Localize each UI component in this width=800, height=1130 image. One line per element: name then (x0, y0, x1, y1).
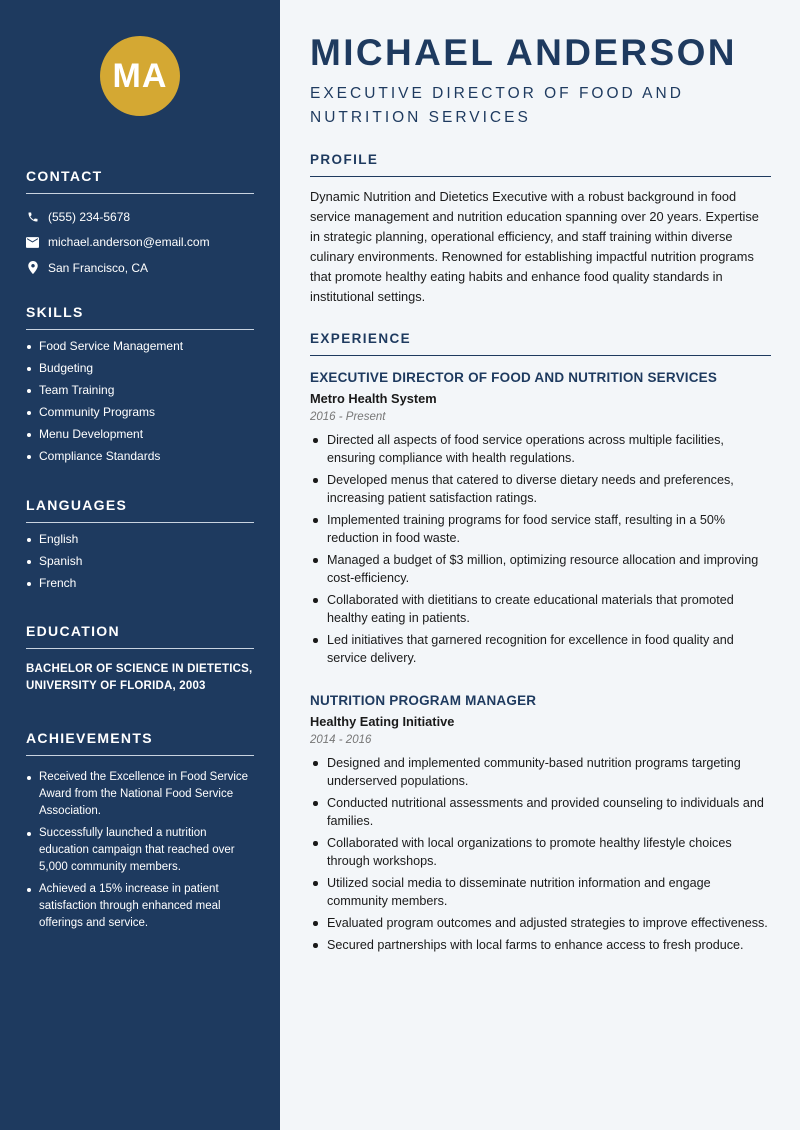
contact-heading: CONTACT (26, 168, 254, 194)
profile-section (310, 152, 771, 307)
list-item: English (26, 532, 254, 547)
contact-location (26, 255, 254, 281)
languages-heading: LANGUAGES (26, 497, 254, 523)
location-text: San Francisco, CA (48, 260, 149, 275)
skills-section (26, 304, 254, 472)
sidebar (0, 0, 280, 1130)
job-entry (310, 693, 771, 958)
job-title: EXECUTIVE DIRECTOR OF FOOD AND NUTRITION SERVICES (310, 370, 718, 385)
list-item: Directed all aspects of food service operations across multiple facilities, ensuring compliance with health regulations. (310, 431, 771, 467)
languages-list (26, 532, 254, 591)
languages-section (26, 497, 254, 598)
profile-heading: PROFILE (310, 152, 771, 177)
list-item: Implemented training programs for food service staff, resulting in a 50% reduction in food waste. (310, 511, 771, 547)
experience-section (310, 331, 771, 356)
list-item: Successfully launched a nutrition education campaign that reached over 5,000 community members. (26, 825, 254, 876)
location-icon (26, 261, 39, 274)
list-item: Community Programs (26, 405, 254, 420)
list-item: Utilized social media to disseminate nutrition information and engage community members. (310, 874, 771, 910)
list-item: Managed a budget of $3 million, optimizing resource allocation and improving cost-efficiency. (310, 551, 771, 587)
list-item: Compliance Standards (26, 449, 254, 464)
list-item: Evaluated program outcomes and adjusted strategies to improve effectiveness. (310, 914, 771, 932)
achievements-section (26, 730, 254, 937)
skills-list (26, 339, 254, 464)
list-item: Budgeting (26, 361, 254, 376)
list-item: Collaborated with local organizations to promote healthy lifestyle choices through workshops. (310, 834, 771, 870)
education-text: BACHELOR OF SCIENCE IN DIETETICS, UNIVERSITY OF FLORIDA, 2003 (26, 663, 253, 692)
phone-icon (26, 210, 39, 223)
avatar: MA (100, 36, 180, 116)
job-dates: 2014 - 2016 (310, 734, 372, 746)
list-item: Collaborated with dietitians to create educational materials that promoted healthy eating in patients. (310, 591, 771, 627)
education-section (26, 623, 254, 695)
contact-email (26, 230, 254, 256)
experience-heading: EXPERIENCE (310, 331, 771, 356)
contact-phone (26, 204, 254, 230)
list-item: Achieved a 15% increase in patient satisfaction through enhanced meal offerings and service. (26, 881, 254, 932)
job-dates: 2016 - Present (310, 411, 386, 423)
list-item: Menu Development (26, 427, 254, 442)
candidate-title: EXECUTIVE DIRECTOR OF FOOD AND NUTRITION SERVICES (310, 85, 684, 126)
list-item: Secured partnerships with local farms to enhance access to fresh produce. (310, 936, 771, 954)
list-item: Developed menus that catered to diverse dietary needs and preferences, increasing patient satisfaction ratings. (310, 471, 771, 507)
email-icon (26, 236, 39, 249)
list-item: Received the Excellence in Food Service Award from the National Food Service Association. (26, 769, 254, 820)
list-item: Spanish (26, 554, 254, 569)
education-heading: EDUCATION (26, 623, 254, 649)
contact-list (26, 204, 254, 281)
job-company: Healthy Eating Initiative (310, 714, 455, 729)
list-item: French (26, 576, 254, 591)
job-title: NUTRITION PROGRAM MANAGER (310, 693, 537, 708)
profile-text: Dynamic Nutrition and Dietetics Executive with a robust background in food service management and nutrition education spanning over 20 years. Expertise in strategic planning, operational efficiency, and staff training within diverse culinary environments. Renowned for establishing impactful nutrition programs that promote healthy eating habits and enhance food quality standards in institutional settings. (310, 189, 759, 304)
phone-text: (555) 234-5678 (48, 209, 131, 224)
job-bullets (310, 754, 771, 954)
job-company: Metro Health System (310, 391, 437, 406)
list-item: Food Service Management (26, 339, 254, 354)
job-entry (310, 370, 771, 671)
list-item: Designed and implemented community-based nutrition programs targeting underserved populations. (310, 754, 771, 790)
list-item: Led initiatives that garnered recognition for excellence in food quality and service delivery. (310, 631, 771, 667)
email-text[interactable]: michael.anderson@email.com (48, 235, 210, 250)
skills-heading: SKILLS (26, 304, 254, 330)
list-item: Team Training (26, 383, 254, 398)
achievements-list (26, 769, 254, 932)
contact-section (26, 168, 254, 281)
achievements-heading: ACHIEVEMENTS (26, 730, 254, 756)
candidate-name: MICHAEL ANDERSON (310, 32, 737, 73)
list-item: Conducted nutritional assessments and provided counseling to individuals and families. (310, 794, 771, 830)
job-bullets (310, 431, 771, 667)
